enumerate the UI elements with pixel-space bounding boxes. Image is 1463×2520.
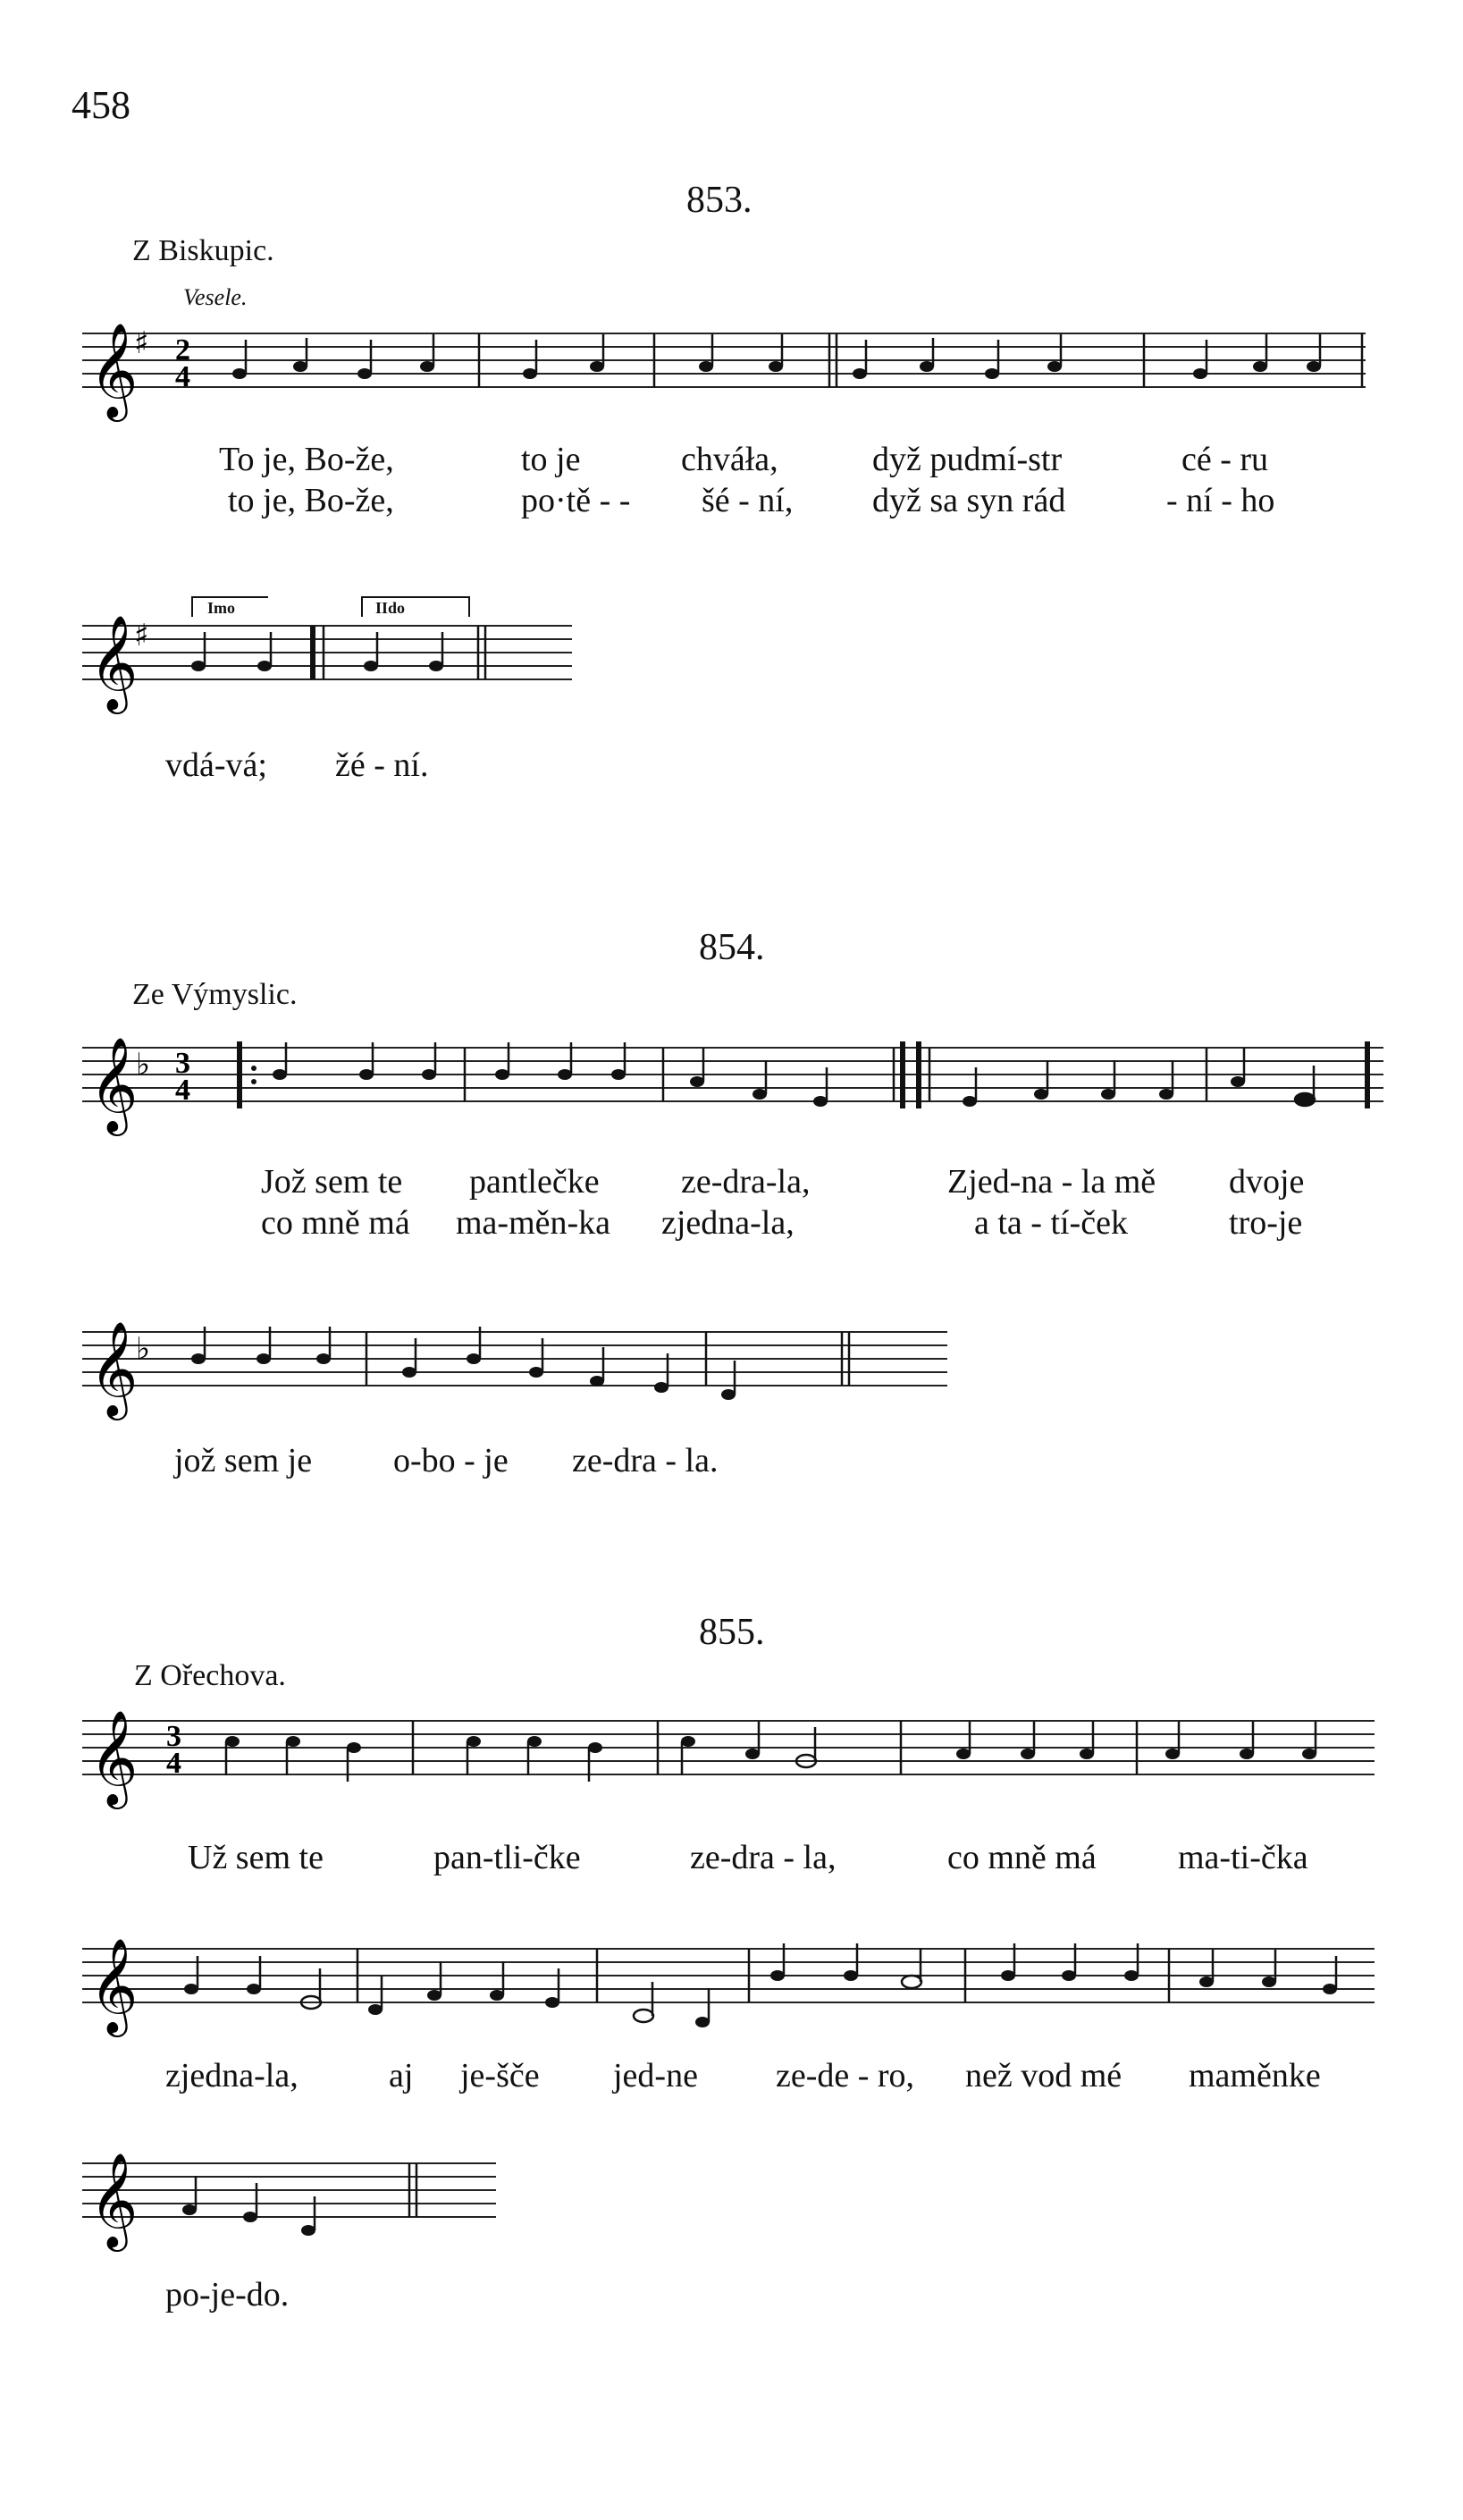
notes-855-r3 (182, 2163, 416, 2236)
lyric-854-d2: a ta - tí-ček (974, 1204, 1128, 1242)
lyric-855-r2-c: je-šče (460, 2057, 540, 2094)
notes-855-r2 (184, 1943, 1337, 2027)
lyric-855-r1-d: co mně má (947, 1839, 1097, 1876)
lyric-853-d2: dyž sa syn rád (872, 482, 1066, 519)
lyric-853-a2: to je, Bo-že, (228, 482, 394, 519)
staff-lines (82, 1949, 1375, 2002)
volta-1-label: Imo (207, 599, 235, 617)
time-sig-top: 3 (175, 1047, 190, 1080)
notes-855-r1 (225, 1721, 1316, 1782)
lyric-854-e1: dvoje (1229, 1163, 1305, 1201)
notes-854-r1 (240, 1041, 1367, 1108)
lyric-853-b1: to je (521, 441, 581, 478)
treble-clef-icon: 𝄞 (89, 322, 139, 417)
lyric-854-a2: co mně má (261, 1204, 410, 1242)
staff-lines (82, 2163, 496, 2217)
song-854-number: 854. (699, 927, 765, 968)
song-854-origin: Ze Výmyslic. (132, 978, 298, 1011)
lyric-855-r1-c: ze-dra - la, (690, 1839, 837, 1876)
lyric-853-b2: po·tě - - (521, 482, 631, 519)
time-sig-bottom: 4 (175, 1074, 190, 1107)
notes-853-r2 (191, 626, 485, 679)
time-sig-top: 2 (175, 333, 190, 367)
staff-lines (82, 1048, 1383, 1101)
song-855-number: 855. (699, 1612, 765, 1653)
sharp-icon: ♯ (134, 618, 149, 653)
staff-lines (82, 333, 1366, 387)
lyric-855-r2-g: maměnke (1189, 2057, 1321, 2094)
lyric-855-r2-b: aj (389, 2057, 414, 2094)
song-853-origin: Z Biskupic. (132, 234, 274, 267)
lyric-853-r2-b: žé - ní. (335, 746, 429, 784)
song-855-origin: Z Ořechova. (134, 1659, 286, 1692)
lyric-854-r2-c: ze-dra - la. (572, 1442, 719, 1479)
flat-icon: ♭ (136, 1047, 151, 1083)
lyric-854-e2: tro-je (1229, 1204, 1303, 1242)
lyric-854-r2-a: jož sem je (174, 1442, 313, 1479)
treble-clef-icon: 𝄞 (89, 1709, 139, 1805)
lyric-854-c2: zjedna-la, (661, 1204, 795, 1242)
lyric-855-r2-e: ze-de - ro, (776, 2057, 915, 2094)
lyric-855-r2-f: než vod mé (965, 2057, 1122, 2094)
treble-clef-icon: 𝄞 (89, 2152, 139, 2247)
lyric-854-a1: Jož sem te (261, 1163, 403, 1201)
lyric-855-r1-a: Už sem te (188, 1839, 324, 1876)
lyric-853-a1: To je, Bo-že, (219, 441, 394, 478)
lyric-854-b2: ma-měn-ka (456, 1204, 611, 1242)
lyric-853-c2: šé - ní, (702, 482, 794, 519)
song-853-number: 853. (686, 180, 753, 221)
lyric-854-c1: ze-dra-la, (681, 1163, 811, 1201)
lyric-855-r1-b: pan-tli-čke (433, 1839, 581, 1876)
notes-854-r2 (191, 1327, 849, 1400)
time-sig-top: 3 (166, 1720, 181, 1753)
notes-853-r1 (232, 333, 1362, 387)
sharp-icon: ♯ (134, 325, 149, 361)
lyric-853-e2: - ní - ho (1166, 482, 1275, 519)
lyric-855-r1-e: ma-ti-čka (1178, 1839, 1308, 1876)
staff-lines (82, 1332, 947, 1386)
treble-clef-icon: 𝄞 (89, 1937, 139, 2033)
lyric-854-d1: Zjed-na - la mě (947, 1163, 1156, 1201)
lyric-853-d1: dyž pudmí-str (872, 441, 1063, 478)
lyric-855-r2-a: zjedna-la, (165, 2057, 298, 2094)
flat-icon: ♭ (136, 1331, 151, 1367)
lyric-854-b1: pantlečke (469, 1163, 600, 1201)
page-number: 458 (71, 83, 130, 127)
volta-2-label: IIdo (375, 599, 406, 617)
song-853-tempo: Vesele. (183, 284, 248, 310)
treble-clef-icon: 𝄞 (89, 614, 139, 710)
staff-lines (82, 1721, 1375, 1774)
lyric-853-c1: chváła, (681, 441, 778, 478)
time-sig-bottom: 4 (175, 360, 190, 393)
treble-clef-icon: 𝄞 (89, 1036, 139, 1132)
staff-lines (82, 626, 572, 679)
lyric-853-e1: cé - ru (1181, 441, 1269, 478)
lyric-855-r2-d: jed-ne (613, 2057, 698, 2094)
lyric-853-r2-a: vdá-vá; (165, 746, 267, 784)
treble-clef-icon: 𝄞 (89, 1320, 139, 1416)
lyric-855-r3-a: po-je-do. (165, 2276, 290, 2314)
lyric-854-r2-b: o-bo - je (393, 1442, 509, 1479)
time-sig-bottom: 4 (166, 1747, 181, 1780)
